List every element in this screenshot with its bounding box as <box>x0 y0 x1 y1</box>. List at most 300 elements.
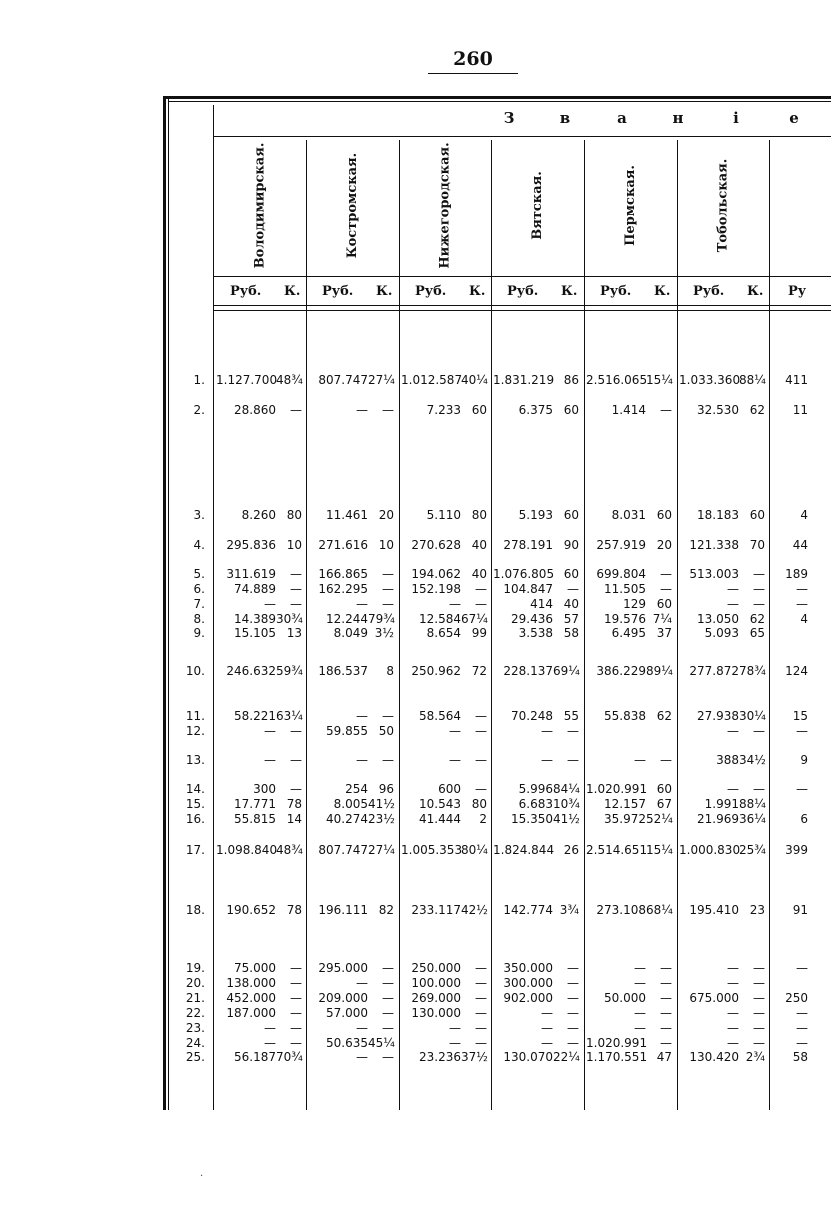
cell-partial-column: 4 <box>800 508 808 522</box>
cell-kopeks: — <box>567 991 579 1005</box>
cell-rubles: 209.000 <box>318 991 368 1005</box>
cell-partial-column: — <box>796 1036 808 1050</box>
cell-kopeks: 60 <box>656 782 672 796</box>
cell-rubles: 186.537 <box>318 664 368 678</box>
unit-kop: К. <box>469 284 486 299</box>
column-header-label: Пермская. <box>622 164 638 246</box>
cell-rubles: 13.050 <box>697 612 739 626</box>
cell-kopeks: — <box>475 753 487 767</box>
cell-kopeks: 62 <box>749 612 765 626</box>
cell-kopeks: — <box>290 597 302 611</box>
cell-kopeks: 72 <box>471 664 487 678</box>
cell-rubles: — <box>541 1021 553 1035</box>
unit-rub: Руб. <box>322 284 354 299</box>
cell-rubles: 23.236 <box>419 1050 461 1064</box>
cell-kopeks: — <box>475 782 487 796</box>
cell-kopeks: 78¾ <box>739 664 766 678</box>
cell-rubles: 271.616 <box>318 538 368 552</box>
cell-kopeks: 23½ <box>368 812 395 826</box>
cell-rubles: 250.000 <box>411 961 461 975</box>
cell-kopeks: — <box>382 1050 394 1064</box>
cell-kopeks: 40 <box>563 597 579 611</box>
row-number: 22. <box>185 1006 205 1020</box>
row-number: 11. <box>185 709 205 723</box>
cell-kopeks: 60 <box>656 508 672 522</box>
cell-rubles: — <box>634 976 646 990</box>
cell-kopeks: — <box>567 1021 579 1035</box>
cell-rubles: — <box>264 597 276 611</box>
cell-rubles: — <box>727 782 739 796</box>
cell-rubles: 1.033.360 <box>679 373 741 387</box>
band-title-letter: в <box>559 109 571 127</box>
cell-kopeks: 42½ <box>461 903 488 917</box>
cell-kopeks: 67¼ <box>461 612 488 626</box>
cell-kopeks: 60 <box>563 403 579 417</box>
cell-kopeks: — <box>475 976 487 990</box>
cell-rubles: 14.389 <box>234 612 276 626</box>
band-title-letter: і <box>733 109 739 127</box>
unit-rub: Руб. <box>693 284 725 299</box>
cell-kopeks: 37 <box>656 626 672 640</box>
cell-kopeks: 3½ <box>374 626 394 640</box>
column-divider <box>306 140 307 1110</box>
row-number: 25. <box>185 1050 205 1064</box>
cell-kopeks: 27¼ <box>368 843 395 857</box>
cell-kopeks: 60 <box>656 597 672 611</box>
cell-kopeks: — <box>475 582 487 596</box>
cell-kopeks: 60 <box>471 403 487 417</box>
cell-partial-column: — <box>796 582 808 596</box>
cell-kopeks: 22¼ <box>553 1050 580 1064</box>
row-number: 20. <box>185 976 205 990</box>
cell-kopeks: 2 <box>479 812 487 826</box>
cell-rubles: 2.514.651 <box>586 843 648 857</box>
cell-kopeks: 59¾ <box>276 664 303 678</box>
cell-rubles: 273.108 <box>596 903 646 917</box>
row-number: 6. <box>193 582 205 596</box>
cell-kopeks: — <box>382 991 394 1005</box>
cell-partial-column: 6 <box>800 812 808 826</box>
cell-partial-column: 4 <box>800 612 808 626</box>
column-header <box>214 140 306 270</box>
cell-kopeks: — <box>382 567 394 581</box>
cell-kopeks: 67 <box>656 797 672 811</box>
unit-kop: К. <box>284 284 301 299</box>
cell-rubles: 19.576 <box>604 612 646 626</box>
cell-rubles: 254 <box>345 782 368 796</box>
cell-kopeks: — <box>290 582 302 596</box>
cell-partial-column: 15 <box>792 709 808 723</box>
row-number: 3. <box>193 508 205 522</box>
cell-kopeks: 90 <box>563 538 579 552</box>
unit-kop: К. <box>747 284 764 299</box>
column-divider <box>769 140 770 1110</box>
cell-kopeks: 27¼ <box>368 373 395 387</box>
cell-partial-column: 411 <box>785 373 808 387</box>
cell-partial-column: 91 <box>792 903 808 917</box>
cell-rubles: 350.000 <box>503 961 553 975</box>
cell-kopeks: 57 <box>563 612 579 626</box>
cell-kopeks: — <box>382 1021 394 1035</box>
cell-rubles: — <box>356 597 368 611</box>
cell-rubles: 55.838 <box>604 709 646 723</box>
cell-kopeks: 23 <box>749 903 765 917</box>
cell-kopeks: 84¼ <box>553 782 580 796</box>
cell-kopeks: 88¼ <box>739 373 766 387</box>
cell-rubles: 277.872 <box>689 664 739 678</box>
cell-kopeks: 52¼ <box>646 812 673 826</box>
cell-kopeks: — <box>753 567 765 581</box>
cell-kopeks: 99 <box>471 626 487 640</box>
cell-kopeks: 15¼ <box>646 843 673 857</box>
cell-kopeks: 8 <box>386 664 394 678</box>
cell-kopeks: 58 <box>563 626 579 640</box>
band-title-letter: н <box>672 109 684 127</box>
cell-kopeks: — <box>660 567 672 581</box>
cell-kopeks: — <box>660 403 672 417</box>
cell-kopeks: — <box>290 1036 302 1050</box>
table-top-border-outer <box>163 96 831 99</box>
page-mark: . <box>200 1168 204 1179</box>
cell-rubles: — <box>634 1006 646 1020</box>
cell-partial-column: 189 <box>785 567 808 581</box>
page-number: 260 <box>453 48 493 70</box>
cell-kopeks: — <box>382 709 394 723</box>
band-rule <box>213 136 831 137</box>
cell-kopeks: 40 <box>471 567 487 581</box>
cell-kopeks: — <box>660 961 672 975</box>
cell-kopeks: — <box>290 976 302 990</box>
cell-rubles: 8.031 <box>611 508 646 522</box>
cell-rubles: — <box>356 403 368 417</box>
cell-rubles: 295.000 <box>318 961 368 975</box>
cell-rubles: 5.093 <box>704 626 739 640</box>
cell-kopeks: — <box>475 961 487 975</box>
cell-rubles: 1.127.700 <box>216 373 278 387</box>
cell-kopeks: 79¾ <box>368 612 395 626</box>
cell-kopeks: 3¾ <box>559 903 579 917</box>
column-header-label: Тобольская. <box>715 158 731 252</box>
cell-rubles: 452.000 <box>226 991 276 1005</box>
row-number: 14. <box>185 782 205 796</box>
cell-rubles: 58.564 <box>419 709 461 723</box>
cell-kopeks: 15¼ <box>646 373 673 387</box>
cell-kopeks: 40 <box>471 538 487 552</box>
cell-rubles: — <box>727 1006 739 1020</box>
cell-rubles: 1.005.353 <box>401 843 463 857</box>
cell-kopeks: — <box>660 976 672 990</box>
cell-rubles: 50.000 <box>604 991 646 1005</box>
cell-kopeks: — <box>290 782 302 796</box>
cell-rubles: 130.420 <box>689 1050 739 1064</box>
row-number: 24. <box>185 1036 205 1050</box>
column-header-label: Костромская. <box>345 152 361 258</box>
cell-rubles: 2.516.065 <box>586 373 648 387</box>
cell-rubles: 27.938 <box>697 709 739 723</box>
column-header <box>491 140 584 270</box>
cell-rubles: 162.295 <box>318 582 368 596</box>
cell-rubles: 121.338 <box>689 538 739 552</box>
cell-partial-column: 124 <box>785 664 808 678</box>
cell-rubles: 1.012.587 <box>401 373 463 387</box>
cell-kopeks: — <box>567 582 579 596</box>
cell-rubles: 10.543 <box>419 797 461 811</box>
cell-rubles: — <box>727 976 739 990</box>
cell-kopeks: — <box>753 1021 765 1035</box>
cell-kopeks: — <box>475 724 487 738</box>
cell-rubles: 40.274 <box>326 812 368 826</box>
cell-kopeks: — <box>753 1006 765 1020</box>
units-rule-top <box>213 276 831 277</box>
cell-kopeks: — <box>382 753 394 767</box>
row-number: 9. <box>193 626 205 640</box>
cell-rubles: 246.632 <box>226 664 276 678</box>
cell-kopeks: — <box>382 597 394 611</box>
cell-rubles: — <box>727 597 739 611</box>
cell-rubles: 807.747 <box>318 373 368 387</box>
cell-kopeks: 48¾ <box>276 373 303 387</box>
cell-rubles: 74.889 <box>234 582 276 596</box>
cell-kopeks: — <box>382 961 394 975</box>
cell-kopeks: — <box>290 567 302 581</box>
cell-kopeks: 25¾ <box>739 843 766 857</box>
column-header <box>399 140 491 270</box>
cell-rubles: 6.375 <box>518 403 553 417</box>
cell-kopeks: 41½ <box>368 797 395 811</box>
cell-rubles: 75.000 <box>234 961 276 975</box>
cell-rubles: 129 <box>623 597 646 611</box>
row-number: 12. <box>185 724 205 738</box>
row-number: 17. <box>185 843 205 857</box>
cell-kopeks: 36¼ <box>739 812 766 826</box>
cell-rubles: 8.654 <box>426 626 461 640</box>
cell-rubles: 257.919 <box>596 538 646 552</box>
cell-kopeks: — <box>475 1036 487 1050</box>
cell-kopeks: 26 <box>563 843 579 857</box>
cell-rubles: 28.860 <box>234 403 276 417</box>
unit-rub: Руб. <box>230 284 262 299</box>
cell-kopeks: 60 <box>563 508 579 522</box>
cell-kopeks: 47 <box>656 1050 672 1064</box>
cell-kopeks: 86 <box>563 373 579 387</box>
cell-rubles: 187.000 <box>226 1006 276 1020</box>
cell-kopeks: 7¼ <box>652 612 672 626</box>
cell-rubles: 59.855 <box>326 724 368 738</box>
cell-rubles: 1.020.991 <box>586 782 648 796</box>
cell-rubles: — <box>541 724 553 738</box>
row-number: 8. <box>193 612 205 626</box>
row-number: 1. <box>193 373 205 387</box>
cell-rubles: 21.969 <box>697 812 739 826</box>
column-header-label: Вятская. <box>529 170 545 240</box>
band-title-letter: З <box>503 109 515 127</box>
cell-rubles: — <box>541 753 553 767</box>
units-rule-bottom-2 <box>213 310 831 311</box>
cell-kopeks: 80 <box>286 508 302 522</box>
row-number: 10. <box>185 664 205 678</box>
cell-rubles: 190.652 <box>226 903 276 917</box>
cell-rubles: — <box>541 1006 553 1020</box>
cell-kopeks: — <box>290 753 302 767</box>
cell-kopeks: — <box>290 961 302 975</box>
cell-rubles: 699.804 <box>596 567 646 581</box>
cell-kopeks: — <box>382 976 394 990</box>
cell-rubles: — <box>264 753 276 767</box>
cell-kopeks: 65 <box>749 626 765 640</box>
cell-rubles: 32.530 <box>697 403 739 417</box>
column-divider <box>491 140 492 1110</box>
cell-rubles: — <box>727 1036 739 1050</box>
unit-kop: К. <box>376 284 393 299</box>
cell-rubles: — <box>449 1021 461 1035</box>
cell-kopeks: — <box>753 597 765 611</box>
cell-rubles: 41.444 <box>419 812 461 826</box>
cell-rubles: — <box>264 1021 276 1035</box>
cell-rubles: 56.187 <box>234 1050 276 1064</box>
cell-rubles: 233.117 <box>411 903 461 917</box>
cell-kopeks: — <box>382 1006 394 1020</box>
cell-rubles: — <box>449 1036 461 1050</box>
cell-rubles: 675.000 <box>689 991 739 1005</box>
cell-rubles: 6.495 <box>611 626 646 640</box>
unit-kop: К. <box>561 284 578 299</box>
cell-kopeks: 20 <box>378 508 394 522</box>
cell-rubles: 196.111 <box>318 903 368 917</box>
cell-rubles: 1.098.840 <box>216 843 278 857</box>
cell-kopeks: 10¾ <box>553 797 580 811</box>
cell-kopeks: — <box>475 1006 487 1020</box>
cell-rubles: — <box>356 709 368 723</box>
cell-kopeks: — <box>475 709 487 723</box>
cell-kopeks: 80 <box>471 508 487 522</box>
column-header-label: Нижегородская. <box>437 141 453 269</box>
cell-partial-column: — <box>796 782 808 796</box>
cell-rubles: 1.076.805 <box>493 567 555 581</box>
units-rule-bottom <box>213 305 831 306</box>
cell-kopeks: 13 <box>286 626 302 640</box>
cell-rubles: — <box>727 1021 739 1035</box>
cell-kopeks: — <box>567 976 579 990</box>
cell-kopeks: 55 <box>563 709 579 723</box>
cell-rubles: 5.996 <box>518 782 553 796</box>
cell-kopeks: — <box>753 976 765 990</box>
column-header <box>584 140 677 270</box>
cell-rubles: 29.436 <box>511 612 553 626</box>
cell-rubles: 388 <box>716 753 739 767</box>
cell-rubles: 228.137 <box>503 664 553 678</box>
cell-rubles: — <box>356 1050 368 1064</box>
cell-kopeks: 45¼ <box>368 1036 395 1050</box>
cell-rubles: 1.824.844 <box>493 843 555 857</box>
cell-partial-column: — <box>796 1006 808 1020</box>
cell-kopeks: — <box>660 1006 672 1020</box>
cell-kopeks: 2¾ <box>745 1050 765 1064</box>
cell-kopeks: 70 <box>749 538 765 552</box>
cell-rubles: — <box>449 597 461 611</box>
cell-rubles: 12.157 <box>604 797 646 811</box>
cell-rubles: 15.105 <box>234 626 276 640</box>
cell-rubles: 5.193 <box>518 508 553 522</box>
column-divider <box>677 140 678 1110</box>
cell-kopeks: — <box>660 991 672 1005</box>
cell-rubles: 300 <box>253 782 276 796</box>
cell-rubles: 152.198 <box>411 582 461 596</box>
cell-kopeks: — <box>475 597 487 611</box>
cell-rubles: — <box>449 724 461 738</box>
cell-rubles: 295.836 <box>226 538 276 552</box>
cell-rubles: 8.049 <box>333 626 368 640</box>
cell-rubles: 11.505 <box>604 582 646 596</box>
cell-partial-column: 250 <box>785 991 808 1005</box>
cell-rubles: 12.244 <box>326 612 368 626</box>
cell-kopeks: 30¼ <box>739 709 766 723</box>
cell-kopeks: — <box>753 961 765 975</box>
row-number: 19. <box>185 961 205 975</box>
page-number-rule <box>428 73 518 74</box>
cell-kopeks: 68¼ <box>646 903 673 917</box>
row-number: 16. <box>185 812 205 826</box>
cell-kopeks: — <box>753 582 765 596</box>
cell-rubles: 100.000 <box>411 976 461 990</box>
cell-kopeks: 62 <box>749 403 765 417</box>
unit-partial: Ру <box>788 284 807 299</box>
unit-rub: Руб. <box>415 284 447 299</box>
cell-kopeks: 34½ <box>739 753 766 767</box>
cell-rubles: — <box>727 582 739 596</box>
cell-kopeks: 80¼ <box>461 843 488 857</box>
cell-rubles: 194.062 <box>411 567 461 581</box>
row-number: 7. <box>193 597 205 611</box>
row-number: 21. <box>185 991 205 1005</box>
cell-rubles: 6.683 <box>518 797 553 811</box>
cell-rubles: — <box>727 724 739 738</box>
cell-kopeks: — <box>660 1021 672 1035</box>
cell-rubles: 104.847 <box>503 582 553 596</box>
cell-rubles: 807.747 <box>318 843 368 857</box>
cell-kopeks: — <box>567 961 579 975</box>
row-number: 13. <box>185 753 205 767</box>
cell-kopeks: — <box>290 403 302 417</box>
cell-kopeks: — <box>475 991 487 1005</box>
cell-rubles: 3.538 <box>518 626 553 640</box>
row-number: 2. <box>193 403 205 417</box>
cell-rubles: 130.070 <box>503 1050 553 1064</box>
column-divider <box>584 140 585 1110</box>
cell-kopeks: — <box>567 1036 579 1050</box>
cell-kopeks: — <box>382 403 394 417</box>
cell-rubles: 12.584 <box>419 612 461 626</box>
cell-rubles: 8.005 <box>333 797 368 811</box>
column-header <box>306 140 399 270</box>
cell-kopeks: — <box>753 991 765 1005</box>
column-divider <box>399 140 400 1110</box>
cell-rubles: 414 <box>530 597 553 611</box>
cell-rubles: 35.972 <box>604 812 646 826</box>
cell-rubles: 5.110 <box>426 508 461 522</box>
row-number: 23. <box>185 1021 205 1035</box>
cell-partial-column: — <box>796 961 808 975</box>
cell-rubles: 300.000 <box>503 976 553 990</box>
cell-rubles: 15.350 <box>511 812 553 826</box>
cell-kopeks: 96 <box>378 782 394 796</box>
cell-kopeks: 70¾ <box>276 1050 303 1064</box>
cell-kopeks: 10 <box>286 538 302 552</box>
cell-rubles: — <box>356 1021 368 1035</box>
cell-rubles: 18.183 <box>697 508 739 522</box>
cell-rubles: 1.414 <box>611 403 646 417</box>
cell-rubles: 7.233 <box>426 403 461 417</box>
cell-kopeks: 40¼ <box>461 373 488 387</box>
